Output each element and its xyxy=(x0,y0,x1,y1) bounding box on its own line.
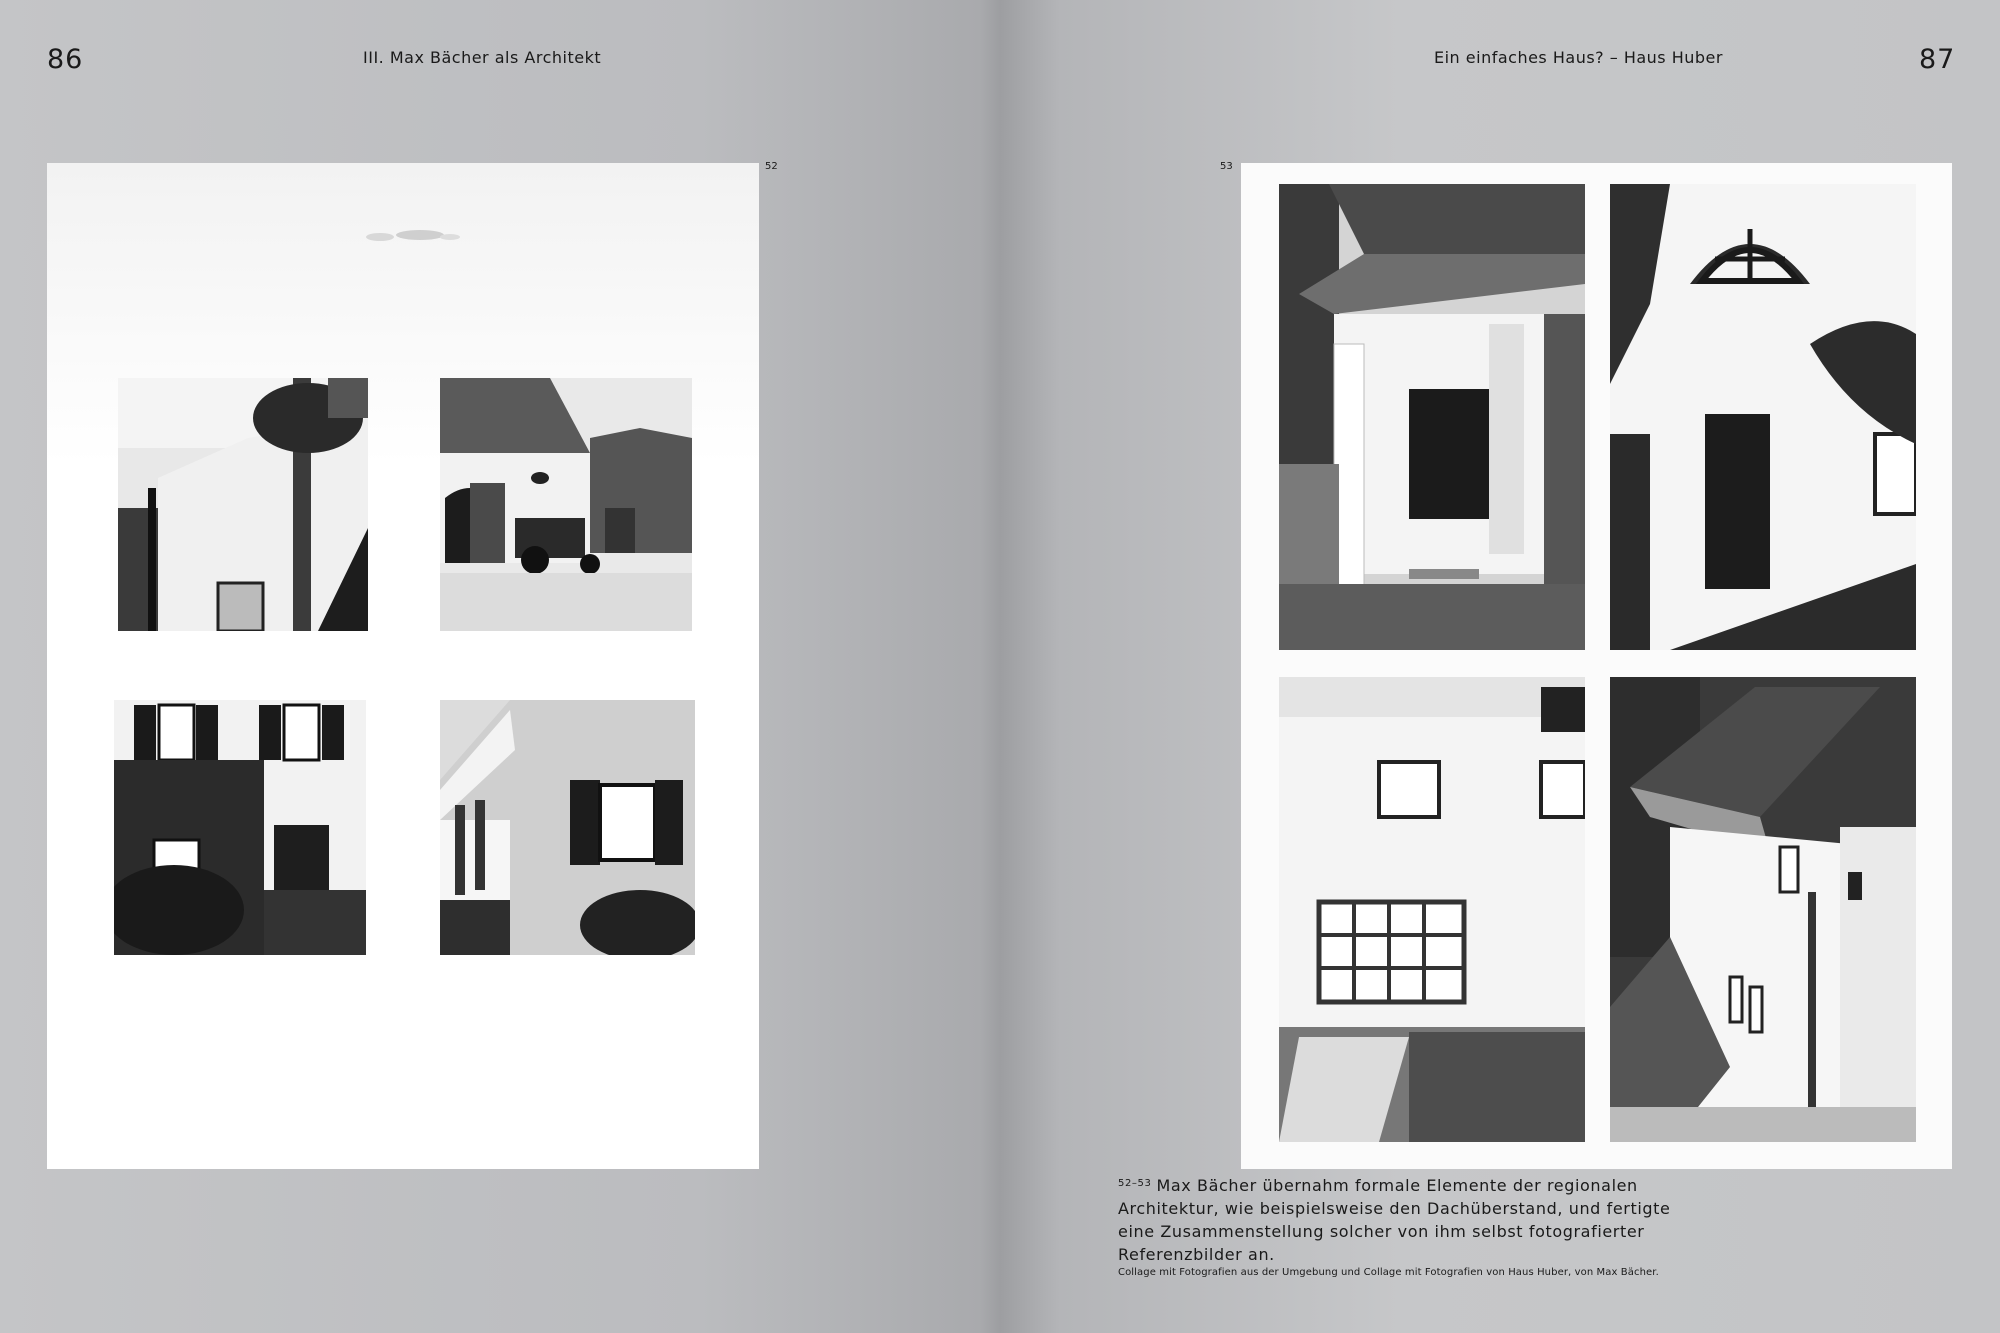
figure-number-52: 52 xyxy=(765,161,778,172)
caption-credit: Collage mit Fotografien aus der Umgebung und Collage mit Fotografien von Haus Huber, von Max Bächer. xyxy=(1118,1267,1659,1278)
caption-figure-ref: 52–53 xyxy=(1118,1178,1152,1189)
house-corner-window-photo xyxy=(440,700,695,955)
white-facade-photo xyxy=(1279,677,1585,1142)
running-head-right: Ein einfaches Haus? – Haus Huber xyxy=(1434,48,1723,67)
paper-smudge xyxy=(360,228,470,244)
caption-text: Max Bächer übernahm formale Elemente der regionalen Architektur, wie beispielsweise den Dachüberstand, und fertigte eine Zusammenstellung solcher von ihm selbst fotografierter Referenzbilder an. xyxy=(1118,1176,1671,1264)
running-head-left: III. Max Bächer als Architekt xyxy=(363,48,602,67)
figure-number-53: 53 xyxy=(1220,161,1233,172)
roof-overhang-photo xyxy=(1610,677,1916,1142)
barn-with-tractor-photo xyxy=(440,378,692,631)
page-number-right: 87 xyxy=(1919,44,1956,75)
facade-with-shutters-photo xyxy=(114,700,366,955)
collage-sheet-left xyxy=(47,163,759,1169)
door-arched-window-photo xyxy=(1610,184,1916,650)
house-with-tree-photo xyxy=(118,378,368,631)
page-number-left: 86 xyxy=(47,44,84,75)
figure-caption xyxy=(1118,1172,1678,1266)
entrance-porch-photo xyxy=(1279,184,1585,650)
